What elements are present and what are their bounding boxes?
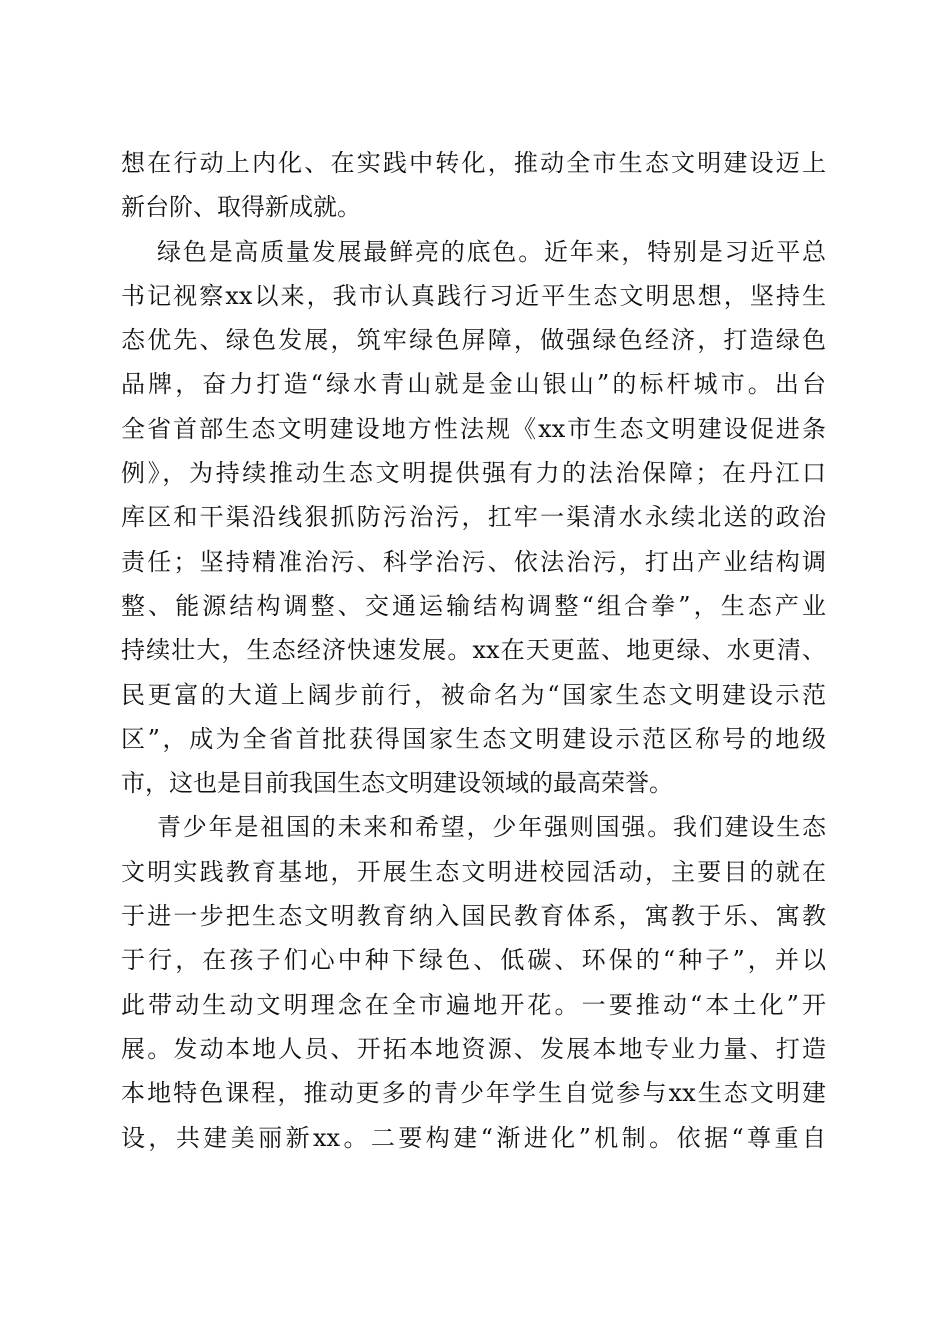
text-line: 整、能源结构调整、交通运输结构调整“组合拳”，生态产业 xyxy=(121,591,826,620)
text-line: 此带动生动文明理念在全市遍地开花。一要推动“本土化”开 xyxy=(121,990,826,1019)
text-line: 于行，在孩子们心中种下绿色、低碳、环保的“种子”，并以 xyxy=(121,946,826,975)
paragraph-2 xyxy=(121,230,826,806)
paragraph-3 xyxy=(121,805,826,1159)
text-line: 责任；坚持精准治污、科学治污、依法治污，打出产业结构调 xyxy=(121,547,826,576)
text-line: 态优先、绿色发展，筑牢绿色屏障，做强绿色经济，打造绿色 xyxy=(121,326,826,355)
text-line: 新台阶、取得新成就。 xyxy=(121,193,361,222)
text-line: 全省首部生态文明建设地方性法规《xx市生态文明建设促进条 xyxy=(121,414,826,443)
text-line: 设，共建美丽新xx。二要构建“渐进化”机制。依据“尊重自 xyxy=(121,1123,826,1152)
text-line: 青少年是祖国的未来和希望，少年强则国强。我们建设生态 xyxy=(157,813,826,842)
text-line: 民更富的大道上阔步前行，被命名为“国家生态文明建设示范 xyxy=(121,680,826,709)
text-line: 库区和干渠沿线狠抓防污治污，扛牢一渠清水永续北送的政治 xyxy=(121,503,826,532)
text-line: 想在行动上内化、在实践中转化，推动全市生态文明建设迈上 xyxy=(121,149,826,177)
paragraph-1 xyxy=(121,141,826,230)
text-line: 绿色是高质量发展最鲜亮的底色。近年来，特别是习近平总 xyxy=(157,237,826,266)
text-line: 书记视察xx以来，我市认真践行习近平生态文明思想，坚持生 xyxy=(121,281,826,310)
text-line: 持续壮大，生态经济快速发展。xx在天更蓝、地更绿、水更清、 xyxy=(121,636,826,665)
text-line: 例》，为持续推动生态文明提供强有力的法治保障；在丹江口 xyxy=(121,459,826,488)
text-line: 于进一步把生态文明教育纳入国民教育体系，寓教于乐、寓教 xyxy=(121,902,826,931)
text-line: 市，这也是目前我国生态文明建设领域的最高荣誉。 xyxy=(121,769,673,798)
document-body xyxy=(121,141,826,1160)
text-line: 本地特色课程，推动更多的青少年学生自觉参与xx生态文明建 xyxy=(121,1079,826,1108)
text-line: 品牌，奋力打造“绿水青山就是金山银山”的标杆城市。出台 xyxy=(121,370,826,399)
text-line: 区”，成为全省首批获得国家生态文明建设示范区称号的地级 xyxy=(121,724,826,753)
text-line: 文明实践教育基地，开展生态文明进校园活动，主要目的就在 xyxy=(121,857,826,886)
text-line: 展。发动本地人员、开拓本地资源、发展本地专业力量、打造 xyxy=(121,1034,826,1063)
